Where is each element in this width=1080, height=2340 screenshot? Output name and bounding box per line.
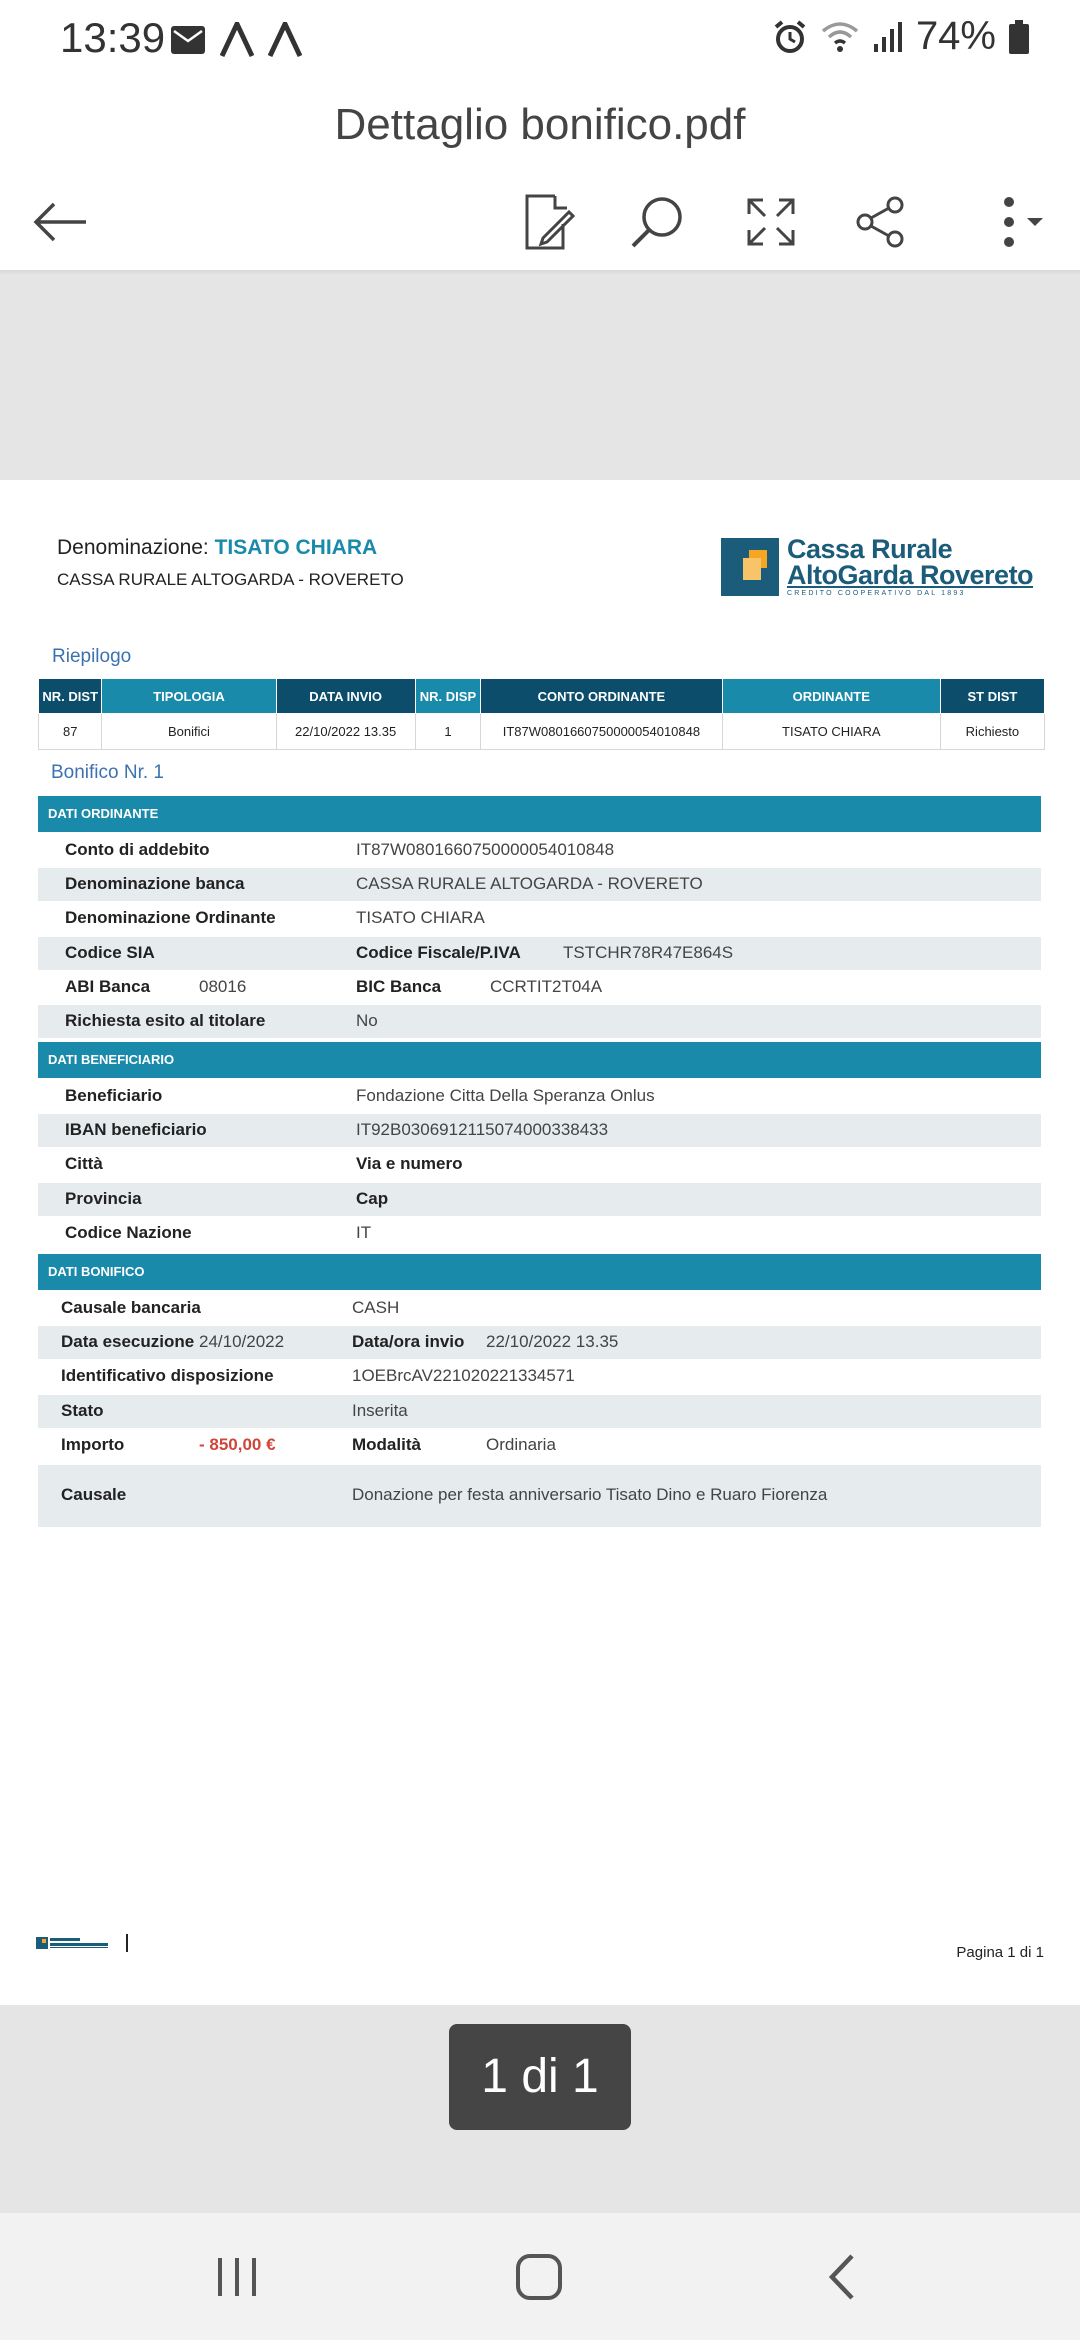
logo-text-3: CREDITO COOPERATIVO DAL 1893	[787, 590, 966, 597]
system-navigation-bar	[0, 2213, 1080, 2340]
label: BIC Banca	[356, 977, 442, 996]
status-bar	[0, 0, 1080, 82]
bank-name: CASSA RURALE ALTOGARDA - ROVERETO	[57, 570, 404, 589]
row-importo	[38, 1429, 1041, 1462]
notification-icons	[170, 22, 302, 58]
label: ABI Banca	[65, 977, 151, 996]
alarm-icon	[772, 19, 808, 55]
bank-logo	[721, 536, 1045, 598]
more-options-button[interactable]	[960, 186, 1060, 258]
dati-bonifico-header: DATI BONIFICO	[38, 1254, 1041, 1290]
row-abi-banca	[38, 971, 1041, 1004]
logo-text-2: AltoGarda Rovereto	[787, 560, 1034, 590]
title-bar	[0, 82, 1080, 182]
value: TSTCHR78R47E864S	[563, 943, 734, 962]
summary-cell: 22/10/2022 13.35	[276, 714, 415, 750]
denominazione-line	[57, 536, 377, 560]
home-button[interactable]	[494, 2235, 584, 2319]
value: IT	[356, 1223, 372, 1242]
fullscreen-button[interactable]	[735, 186, 807, 258]
summary-cell: IT87W0801660750000054010848	[481, 714, 723, 750]
more-vertical-icon	[975, 196, 1045, 248]
label: Stato	[61, 1401, 104, 1420]
toolbar	[0, 172, 1080, 272]
summary-cell: Bonifici	[102, 714, 276, 750]
value: IT92B0306912115074000338433	[356, 1120, 609, 1139]
battery-icon	[1008, 19, 1030, 55]
label: Via e numero	[356, 1154, 463, 1173]
summary-header: ORDINANTE	[722, 679, 940, 714]
row-iban	[38, 1114, 1041, 1147]
value: Fondazione Citta Della Speranza Onlus	[356, 1086, 655, 1105]
app-notification-icon	[220, 22, 254, 58]
label: IBAN beneficiario	[65, 1120, 207, 1139]
document-title: Dettaglio bonifico.pdf	[334, 100, 746, 149]
signal-icon	[872, 20, 904, 54]
summary-header-row	[39, 679, 1045, 714]
row-esito	[38, 1005, 1041, 1038]
share-button[interactable]	[845, 186, 917, 258]
row-codice-nazione	[38, 1217, 1041, 1250]
summary-header: DATA INVIO	[276, 679, 415, 714]
value: 24/10/2022	[199, 1332, 285, 1351]
label: Identificativo disposizione	[61, 1366, 274, 1385]
label: Richiesta esito al titolare	[65, 1011, 266, 1030]
value: TISATO CHIARA	[356, 908, 485, 927]
summary-header: NR. DIST	[39, 679, 102, 714]
label: Codice SIA	[65, 943, 155, 962]
label: Data/ora invio	[352, 1332, 465, 1351]
value: Donazione per festa anniversario Tisato Dino e Ruaro Fiorenza	[352, 1485, 828, 1504]
row-codice-sia	[38, 937, 1041, 970]
share-icon	[855, 196, 907, 248]
summary-table	[38, 678, 1045, 750]
row-conto-addebito	[38, 834, 1041, 867]
pdf-page[interactable]	[0, 480, 1080, 2005]
expand-icon	[746, 197, 796, 247]
search-button[interactable]	[621, 186, 693, 258]
back-button[interactable]	[24, 186, 96, 258]
amount-value: - 850,00 €	[199, 1435, 276, 1454]
value: CASSA RURALE ALTOGARDA - ROVERETO	[356, 874, 703, 893]
value: Ordinaria	[486, 1435, 556, 1454]
dati-beneficiario-header: DATI BENEFICIARIO	[38, 1042, 1041, 1078]
value: Inserita	[352, 1401, 408, 1420]
label: Causale bancaria	[61, 1298, 201, 1317]
label: Denominazione Ordinante	[65, 908, 276, 927]
summary-header: ST DIST	[940, 679, 1044, 714]
label: Città	[65, 1154, 103, 1173]
dati-ordinante-header: DATI ORDINANTE	[38, 796, 1041, 832]
label: Data esecuzione	[61, 1332, 195, 1351]
value: 22/10/2022 13.35	[486, 1332, 619, 1351]
row-causale-bancaria	[38, 1292, 1041, 1325]
denominazione-label: Denominazione:	[57, 536, 209, 559]
nav-back-icon	[824, 2252, 858, 2302]
row-denominazione-ordinante	[38, 902, 1041, 935]
footer-page-number: Pagina 1 di 1	[956, 1944, 1044, 1961]
mail-notification-icon	[170, 25, 206, 55]
label: Codice Fiscale/P.IVA	[356, 943, 521, 962]
summary-header: CONTO ORDINANTE	[481, 679, 723, 714]
row-citta	[38, 1148, 1041, 1181]
label: Beneficiario	[65, 1086, 163, 1105]
row-data-esecuzione	[38, 1326, 1041, 1359]
label: Causale	[61, 1485, 127, 1504]
footer-divider	[126, 1934, 128, 1952]
riepilogo-title: Riepilogo	[52, 646, 132, 667]
recent-apps-button[interactable]	[192, 2235, 282, 2319]
status-right	[772, 14, 1030, 59]
logo-text-1: Cassa Rurale	[787, 534, 953, 564]
footer-logo	[36, 1936, 110, 1950]
label: Conto di addebito	[65, 840, 210, 859]
row-beneficiario	[38, 1080, 1041, 1113]
row-causale	[38, 1465, 1041, 1527]
back-arrow-icon	[32, 202, 88, 242]
edit-button[interactable]	[513, 186, 585, 258]
label: Importo	[61, 1435, 125, 1454]
nav-back-button[interactable]	[796, 2235, 886, 2319]
denominazione-value: TISATO CHIARA	[214, 536, 378, 559]
summary-cell: 87	[39, 714, 102, 750]
label: Modalità	[352, 1435, 421, 1454]
value: CASH	[352, 1298, 400, 1317]
home-icon	[514, 2252, 564, 2302]
label: Cap	[356, 1189, 389, 1208]
value: IT87W0801660750000054010848	[356, 840, 615, 859]
row-stato	[38, 1395, 1041, 1428]
summary-cell: TISATO CHIARA	[722, 714, 940, 750]
recent-apps-icon	[214, 2254, 260, 2300]
app-notification-icon-2	[268, 22, 302, 58]
summary-row	[39, 714, 1045, 750]
summary-header: NR. DISP	[415, 679, 480, 714]
value: 08016	[199, 977, 247, 996]
viewer-background	[0, 276, 1080, 480]
wifi-icon	[820, 19, 860, 55]
summary-header: TIPOLOGIA	[102, 679, 276, 714]
label: Provincia	[65, 1189, 142, 1208]
battery-percentage: 74%	[915, 14, 996, 58]
summary-cell: 1	[415, 714, 480, 750]
summary-cell: Richiesto	[940, 714, 1044, 750]
row-provincia	[38, 1183, 1041, 1216]
value: 1OEBrcAV221020221334571	[352, 1366, 575, 1385]
row-identificativo	[38, 1360, 1041, 1393]
label: Denominazione banca	[65, 874, 245, 893]
edit-document-icon	[523, 194, 575, 250]
value: No	[356, 1011, 378, 1030]
search-icon	[630, 195, 684, 249]
row-denominazione-banca	[38, 868, 1041, 901]
page-indicator: 1 di 1	[449, 2024, 631, 2130]
value: CCRTIT2T04A	[490, 977, 603, 996]
bonifico-title: Bonifico Nr. 1	[51, 762, 164, 783]
logo-mark	[721, 538, 779, 596]
label: Codice Nazione	[65, 1223, 192, 1242]
status-time: 13:39	[60, 14, 166, 61]
